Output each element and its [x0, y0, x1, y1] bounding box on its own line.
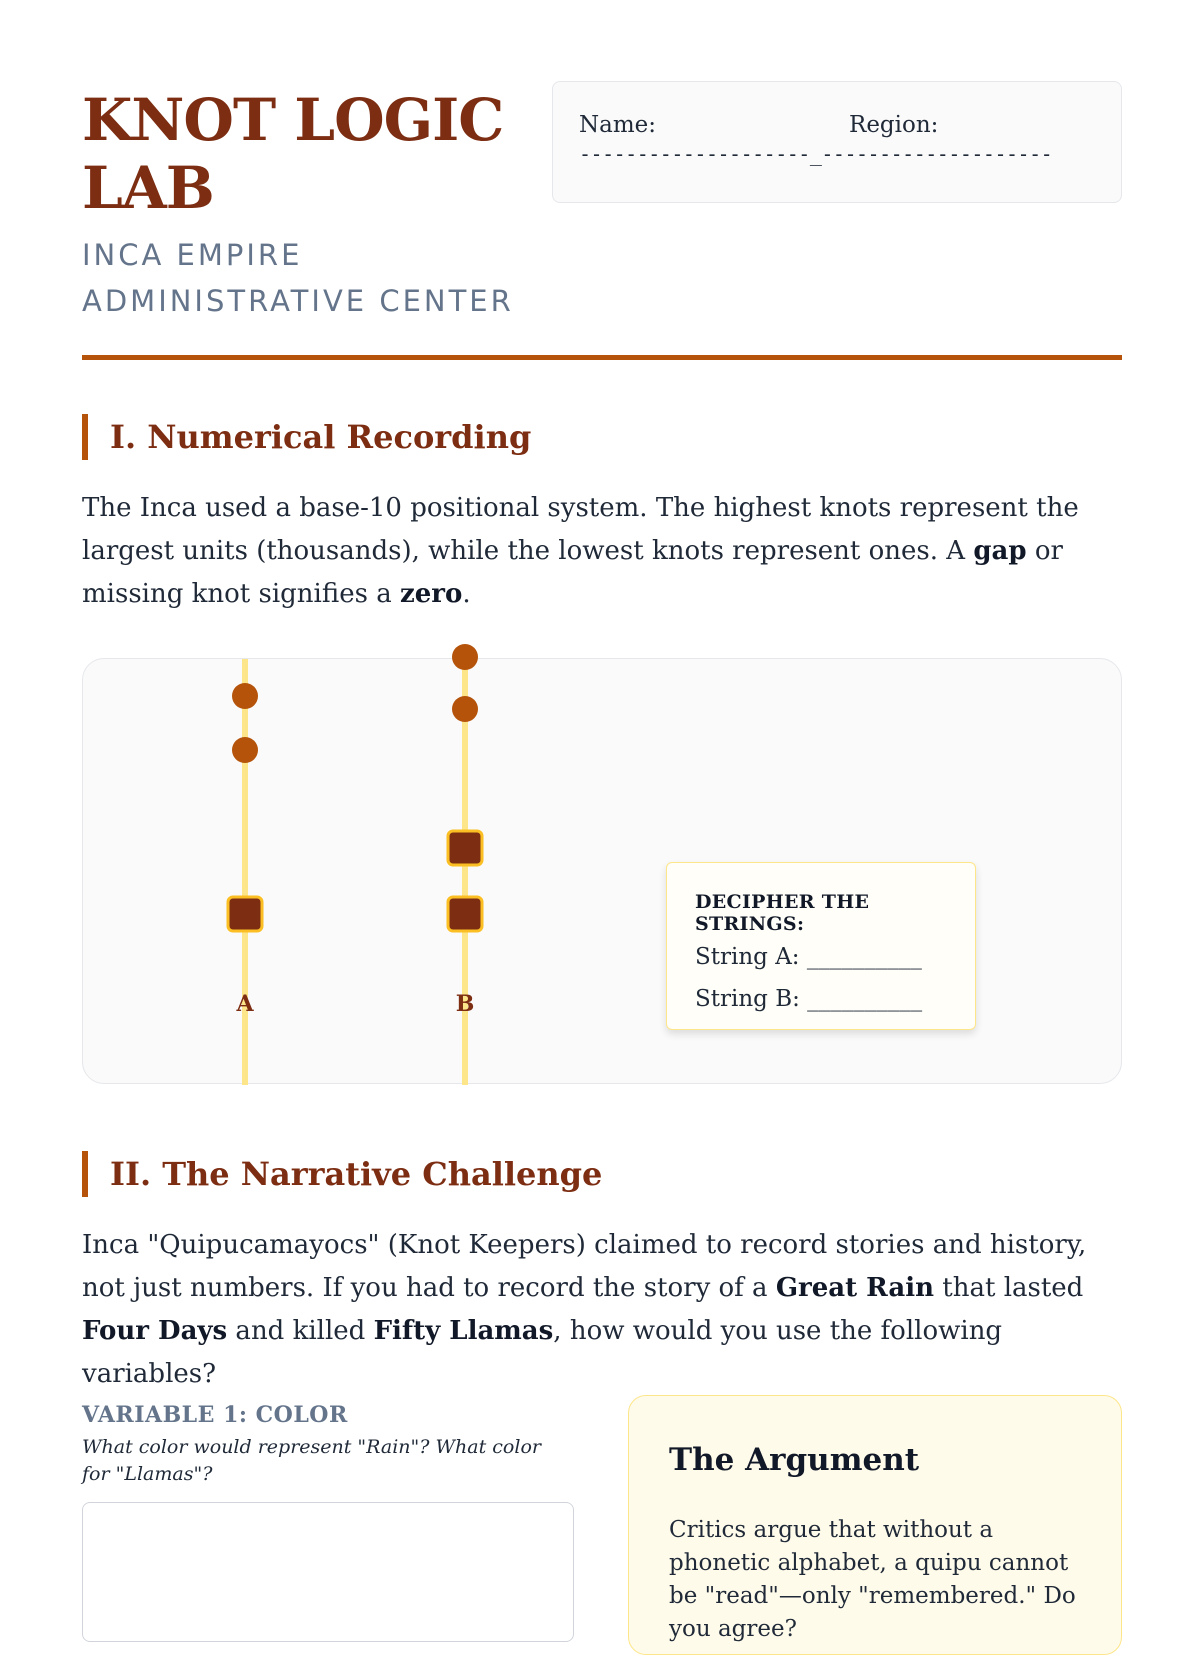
decipher-card [666, 862, 976, 1030]
string-a-knot-2 [232, 737, 258, 763]
s2-text-4: , how would you use the following variables? [82, 1316, 1003, 1389]
name-label: Name: [579, 112, 657, 138]
string-b-knot-1 [452, 644, 478, 670]
decipher-heading: DECIPHER THE STRINGS: [695, 891, 870, 935]
header-divider [82, 355, 1122, 360]
string-b-knot-2 [452, 696, 478, 722]
page-header [82, 86, 562, 324]
string-a-knot-1 [232, 683, 258, 709]
section-1-heading: I. Numerical Recording [82, 414, 531, 460]
string-a-cord [242, 659, 248, 1085]
intro-bold-gap: gap [973, 536, 1027, 566]
intro-bold-zero: zero [399, 579, 463, 609]
page-title [82, 86, 562, 222]
s2-bold-great-rain: Great Rain [775, 1273, 935, 1303]
subtitle-line-1: INCA EMPIRE [82, 238, 303, 272]
name-region-write-line[interactable]: --------------------_-------------------- [579, 142, 1053, 166]
variable-1-question: What color would represent "Rain"? What color for "Llamas"? [82, 1436, 541, 1485]
s2-text-3: and killed [227, 1316, 374, 1346]
s2-text-2: that lasted [934, 1273, 1084, 1303]
string-a-square-knot [228, 897, 262, 931]
string-b-square-knot-2 [448, 897, 482, 931]
variable-1-label: VARIABLE 1: COLOR [82, 1402, 348, 1428]
string-b-cord [462, 659, 468, 1085]
page-subtitle [82, 232, 562, 324]
argument-title: The Argument [669, 1442, 920, 1478]
s2-bold-fifty-llamas: Fifty Llamas [373, 1316, 554, 1346]
section-2-heading: II. The Narrative Challenge [82, 1151, 602, 1197]
string-b-answer[interactable]: String B: __________ [695, 986, 923, 1012]
string-b-label: B [455, 991, 475, 1017]
s2-bold-four-days: Four Days [82, 1316, 228, 1346]
string-a-answer[interactable]: String A: __________ [695, 944, 922, 970]
region-label: Region: [849, 112, 939, 138]
name-region-box [552, 81, 1122, 203]
quipu-diagram [82, 658, 1122, 1084]
argument-card [628, 1395, 1122, 1655]
section-2-intro [82, 1224, 1122, 1396]
intro-text-e: . [462, 579, 471, 609]
section-1-intro [82, 487, 1122, 616]
string-a-label: A [236, 991, 254, 1017]
argument-text: Critics argue that without a phonetic alphabet, a quipu cannot be "read"—only "remembered." Do you agree? [669, 1517, 1076, 1642]
intro-text-a: The Inca used a base-10 positional system. The highest knots represent the largest units (thousands), while the lowest knots represent ones. A [82, 493, 1079, 566]
title-line-1: KNOT LOGIC [82, 86, 504, 154]
intro-text-c: or missing knot signifies a [82, 536, 1063, 609]
s2-text-1: Inca "Quipucamayocs" (Knot Keepers) claimed to record stories and history, not just numbers. If you had to record the story of a [82, 1230, 1087, 1303]
variable-1-answer-field[interactable] [82, 1502, 574, 1642]
title-line-2: LAB [82, 154, 214, 222]
string-b-square-knot-1 [448, 831, 482, 865]
subtitle-line-2: ADMINISTRATIVE CENTER [82, 284, 514, 318]
